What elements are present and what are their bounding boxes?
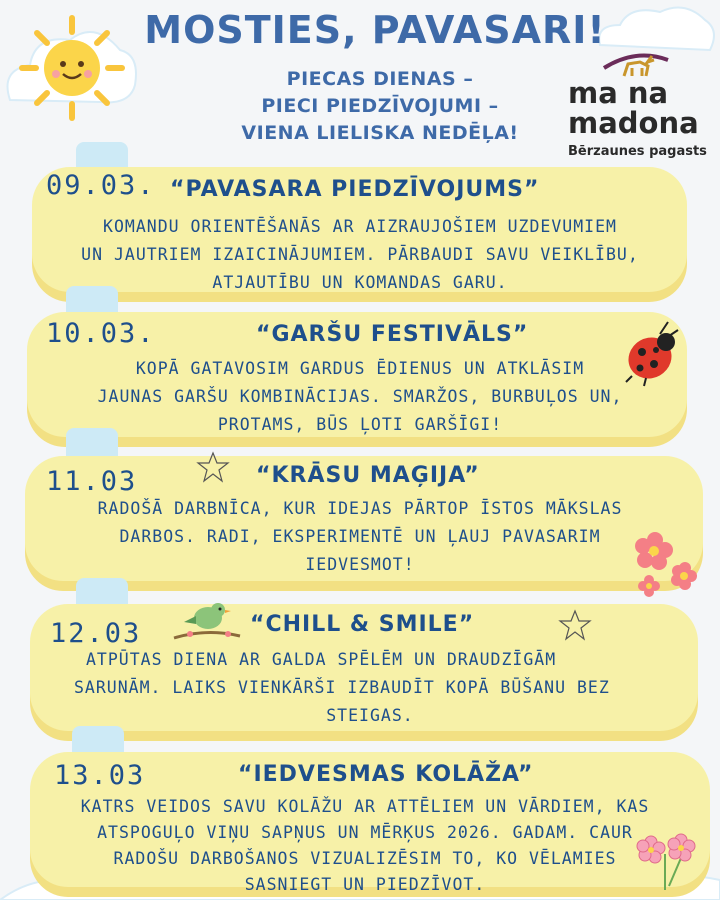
flower-icon [635,830,697,892]
deer-icon [596,46,676,78]
logo-line: ma na [568,76,669,110]
logo-line: madona [568,106,699,140]
logo [568,46,708,159]
bird-icon [172,598,242,646]
description-line: ATSPOGUĻO VIŅU SAPŅUS UN MĒRĶUS 2026. GADAM. CAUR [97,823,633,842]
event-date: 09.03. [46,170,156,201]
event-date: 11.03 [46,466,138,497]
subtitle-line: PIECI PIEDZĪVOJUMI – [261,95,499,117]
event-date: 10.03. [46,318,156,349]
subtitle-line: PIECAS DIENAS – [286,68,474,90]
description-line: KATRS VEIDOS SAVU KOLĀŽU AR ATTĒLIEM UN VĀRDIEM, KAS [80,797,650,816]
ladybug-icon [618,318,688,388]
description-line: SASNIEGT UN PIEDZĪVOT. [244,875,486,894]
description-line: ATJAUTĪBU UN KOMANDAS GARU. [212,273,508,292]
event-date: 12.03 [50,618,142,649]
event-title: “PAVASARA PIEDZĪVOJUMS” [170,177,540,202]
sun-icon [18,14,126,122]
event-description [40,794,690,898]
description-line: UN JAUTRIEM IZAICINĀJUMIEM. PĀRBAUDI SAVU VEIKLĪBU, [81,245,639,264]
page-title: MOSTIES, PAVASARI! [144,8,606,52]
star-icon [558,608,592,642]
event-title: “KRĀSU MAĢIJA” [256,463,480,488]
event-description [40,213,680,297]
logo-subtitle: Bērzaunes pagasts [568,144,707,159]
description-line: STEIGAS. [326,706,414,725]
event-title: “IEDVESMAS KOLĀŽA” [238,762,534,787]
description-line: PROTAMS, BŪS ĻOTI GARŠĪGI! [217,415,503,434]
description-line: SARUNĀM. LAIKS VIENKĀRŠI IZBAUDĪT KOPĀ BŪŠANU BEZ [74,678,610,697]
description-line: RADOŠU DARBOŠANOS VIZUALIZĒSIM TO, KO VĒLAMIES [113,849,617,868]
flower-icon [625,528,700,598]
description-line: KOPĀ GATAVOSIM GARDUS ĒDIENUS UN ATKLĀSIM [135,359,585,378]
event-description [40,355,680,439]
description-line: RADOŠĀ DARBNĪCA, KUR IDEJAS PĀRTOP ĪSTOS MĀKSLAS [97,499,623,518]
page-subtitle [200,66,560,147]
description-line: IEDVESMOT! [305,555,415,574]
event-title: “GARŠU FESTIVĀLS” [256,322,529,347]
subtitle-line: VIENA LIELISKA NEDĒĻA! [241,122,519,144]
star-icon [196,450,230,484]
description-line: JAUNAS GARŠU KOMBINĀCIJAS. SMARŽOS, BURBUĻOS UN, [97,387,623,406]
event-description [60,495,660,579]
event-title: “CHILL & SMILE” [250,612,475,637]
description-line: ATPŪTAS DIENA AR GALDA SPĒLĒM UN DRAUDZĪGĀM [86,650,557,669]
event-description [60,646,680,730]
description-line: KOMANDU ORIENTĒŠANĀS AR AIZRAUJOŠIEM UZDEVUMIEM [103,217,617,236]
description-line: DARBOS. RADI, EKSPERIMENTĒ UN ĻAUJ PAVASARIM [119,527,601,546]
event-date: 13.03 [54,760,146,791]
